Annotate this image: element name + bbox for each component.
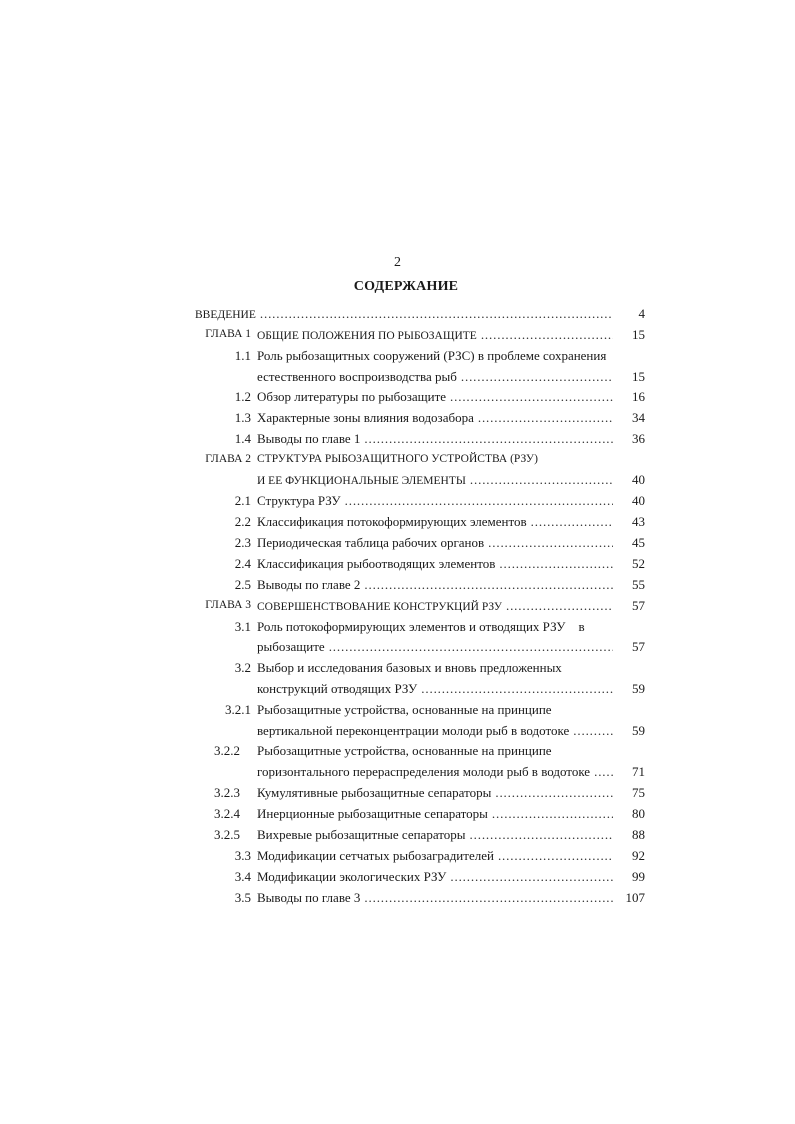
toc-entry-number: 2.3	[234, 535, 251, 550]
toc-entry[interactable]	[195, 866, 645, 887]
toc-entry-page: 16	[632, 389, 645, 404]
toc-entry-label: рыбозащите	[257, 639, 325, 654]
toc-entry-label: Периодическая таблица рабочих органов	[257, 535, 485, 550]
toc-entry-label: естественного воспроизводства рыб	[257, 369, 457, 384]
dot-leader	[488, 532, 613, 553]
toc-entry-label: Вихревые рыбозащитные сепараторы	[257, 827, 466, 842]
toc-entry[interactable]	[195, 740, 645, 761]
toc-entry-page: 71	[632, 764, 645, 779]
toc-entry-label: Инерционные рыбозащитные сепараторы	[257, 806, 488, 821]
toc-entry-page: 40	[632, 472, 645, 487]
toc-entry-label: Характерные зоны влияния водозабора	[257, 410, 474, 425]
dot-leader	[531, 511, 613, 532]
toc-entry-label: Рыбозащитные устройства, основанные на принципе	[257, 743, 552, 758]
toc-entry-page: 45	[632, 535, 645, 550]
toc-entry-number: 2.4	[234, 556, 251, 571]
toc-entry[interactable]	[195, 386, 645, 407]
toc-entry-page: 34	[632, 410, 645, 425]
toc-entry-label: Обзор литературы по рыбозащите	[257, 389, 447, 404]
toc-entry[interactable]	[195, 574, 645, 595]
toc-entry-page: 55	[632, 577, 645, 592]
page-number: 2	[394, 255, 401, 270]
toc-entry-continuation[interactable]	[195, 720, 645, 741]
toc-entry-number: 3.2.4	[214, 806, 240, 821]
toc-entry-page: 15	[632, 369, 645, 384]
toc-entry-number: 2.5	[234, 577, 251, 592]
toc-entry-page: 88	[632, 827, 645, 842]
toc-entry-continuation[interactable]	[195, 761, 645, 782]
dot-leader	[421, 678, 613, 699]
toc-entry-page: 52	[632, 556, 645, 571]
toc-entry-label: ОБЩИЕ ПОЛОЖЕНИЯ ПО РЫБОЗАЩИТЕ	[257, 330, 477, 342]
toc-entry[interactable]	[195, 887, 645, 908]
toc-entry-label: Рыбозащитные устройства, основанные на принципе	[257, 702, 552, 717]
toc-entry[interactable]	[195, 345, 645, 366]
dot-leader	[364, 887, 613, 908]
toc-entry-number: 3.4	[234, 869, 251, 884]
dot-leader	[329, 636, 613, 657]
toc-entry-number: 1.3	[234, 410, 251, 425]
toc-entry-number: ГЛАВА 1	[205, 328, 251, 340]
toc-entry-number: 1.4	[234, 431, 251, 446]
toc-entry-label: Выводы по главе 2	[257, 577, 361, 592]
dot-leader	[364, 574, 613, 595]
toc-entry[interactable]	[195, 824, 645, 845]
toc-entry[interactable]	[195, 428, 645, 449]
toc-entry-number: 1.1	[234, 348, 251, 363]
toc-entry-number: ГЛАВА 2	[205, 453, 251, 465]
toc-entry-label: Выбор и исследования базовых и вновь предложенных	[257, 660, 562, 675]
toc-entry-label: Модификации сетчатых рыбозаградителей	[257, 848, 494, 863]
dot-leader	[260, 303, 613, 324]
toc-entry-page: 15	[632, 327, 645, 342]
toc-entry-number: 2.1	[234, 493, 251, 508]
toc-entry[interactable]	[195, 803, 645, 824]
toc-entry-label: вертикальной переконцентрации молоди рыб в водотоке	[257, 723, 570, 738]
toc-entry-page: 36	[632, 431, 645, 446]
toc-entry[interactable]	[195, 511, 645, 532]
toc-entry-page: 107	[625, 890, 645, 905]
toc-entry[interactable]	[195, 407, 645, 428]
dot-leader	[498, 845, 613, 866]
toc-entry-continuation[interactable]	[195, 469, 645, 490]
toc-entry-page: 75	[632, 785, 645, 800]
toc-entry[interactable]	[195, 553, 645, 574]
toc-entry-page: 4	[638, 306, 645, 321]
toc-entry-label: конструкций отводящих РЗУ	[257, 681, 418, 696]
toc-entry-label: ВВЕДЕНИЕ	[195, 309, 256, 321]
toc-entry-label: горизонтального перераспределения молоди рыб в водотоке	[257, 764, 591, 779]
toc-entry-number: 3.2.1	[225, 702, 251, 717]
toc-entry-number: 3.5	[234, 890, 251, 905]
toc-entry-label: Роль рыбозащитных сооружений (РЗС) в проблеме сохранения	[257, 348, 607, 363]
dot-leader	[594, 761, 613, 782]
toc-entry-label: Структура РЗУ	[257, 493, 341, 508]
dot-leader	[345, 490, 613, 511]
toc-entry-page: 40	[632, 493, 645, 508]
dot-leader	[450, 386, 613, 407]
toc-entry-label: Выводы по главе 3	[257, 890, 361, 905]
toc-entry-number: 3.2.3	[214, 785, 240, 800]
toc-entry-continuation[interactable]	[195, 366, 645, 387]
toc-entry[interactable]	[195, 303, 645, 324]
toc-entry[interactable]	[195, 616, 645, 637]
dot-leader	[506, 595, 613, 616]
dot-leader	[478, 407, 613, 428]
toc-entry-number: 3.2.5	[214, 827, 240, 842]
toc-entry-page: 43	[632, 514, 645, 529]
toc-entry[interactable]	[195, 782, 645, 803]
toc-entry-label: Кумулятивные рыбозащитные сепараторы	[257, 785, 492, 800]
toc-entry-number: 1.2	[234, 389, 251, 404]
dot-leader	[481, 324, 613, 345]
toc-entry[interactable]	[195, 699, 645, 720]
toc-entry-label: И ЕЕ ФУНКЦИОНАЛЬНЫЕ ЭЛЕМЕНТЫ	[257, 475, 466, 487]
dot-leader	[495, 782, 613, 803]
dot-leader	[492, 803, 613, 824]
page-title: СОДЕРЖАНИЕ	[353, 279, 459, 294]
toc-entry-label: Классификация рыбоотводящих элементов	[257, 556, 496, 571]
toc-entry[interactable]	[195, 595, 645, 616]
toc-entry-number: 3.1	[234, 619, 251, 634]
toc-entry-page: 80	[632, 806, 645, 821]
dot-leader	[470, 469, 613, 490]
toc-entry[interactable]	[195, 449, 645, 470]
dot-leader	[450, 866, 613, 887]
toc-entry-page: 57	[632, 598, 645, 613]
toc-entry-continuation[interactable]	[195, 678, 645, 699]
toc-entry-label: Модификации экологических РЗУ	[257, 869, 447, 884]
toc-entry-label: СТРУКТУРА РЫБОЗАЩИТНОГО УСТРОЙСТВА (РЗУ)	[257, 453, 538, 465]
toc-entry[interactable]	[195, 845, 645, 866]
toc-entry-label: Роль потокоформирующих элементов и отводящих РЗУ в	[257, 619, 585, 634]
dot-leader	[461, 366, 613, 387]
toc-entry-label: СОВЕРШЕНСТВОВАНИЕ КОНСТРУКЦИЙ РЗУ	[257, 601, 502, 613]
dot-leader	[470, 824, 613, 845]
toc-entry[interactable]	[195, 490, 645, 511]
toc-entry-page: 59	[632, 681, 645, 696]
toc-entry-label: Классификация потокоформирующих элементов	[257, 514, 527, 529]
toc-entry-number: ГЛАВА 3	[205, 599, 251, 611]
toc-entry-label: Выводы по главе 1	[257, 431, 361, 446]
toc-entry[interactable]	[195, 324, 645, 345]
toc-entry-number: 3.3	[234, 848, 251, 863]
toc-entry-number: 3.2	[234, 660, 251, 675]
toc-entry-page: 57	[632, 639, 645, 654]
dot-leader	[573, 720, 613, 741]
toc-entry[interactable]	[195, 657, 645, 678]
toc-entry-page: 99	[632, 869, 645, 884]
dot-leader	[499, 553, 613, 574]
toc-entry[interactable]	[195, 532, 645, 553]
toc-entry-page: 59	[632, 723, 645, 738]
toc-entry-number: 2.2	[234, 514, 251, 529]
toc-entry-page: 92	[632, 848, 645, 863]
toc-entry-number: 3.2.2	[214, 743, 240, 758]
dot-leader	[364, 428, 613, 449]
toc-entry-continuation[interactable]	[195, 636, 645, 657]
